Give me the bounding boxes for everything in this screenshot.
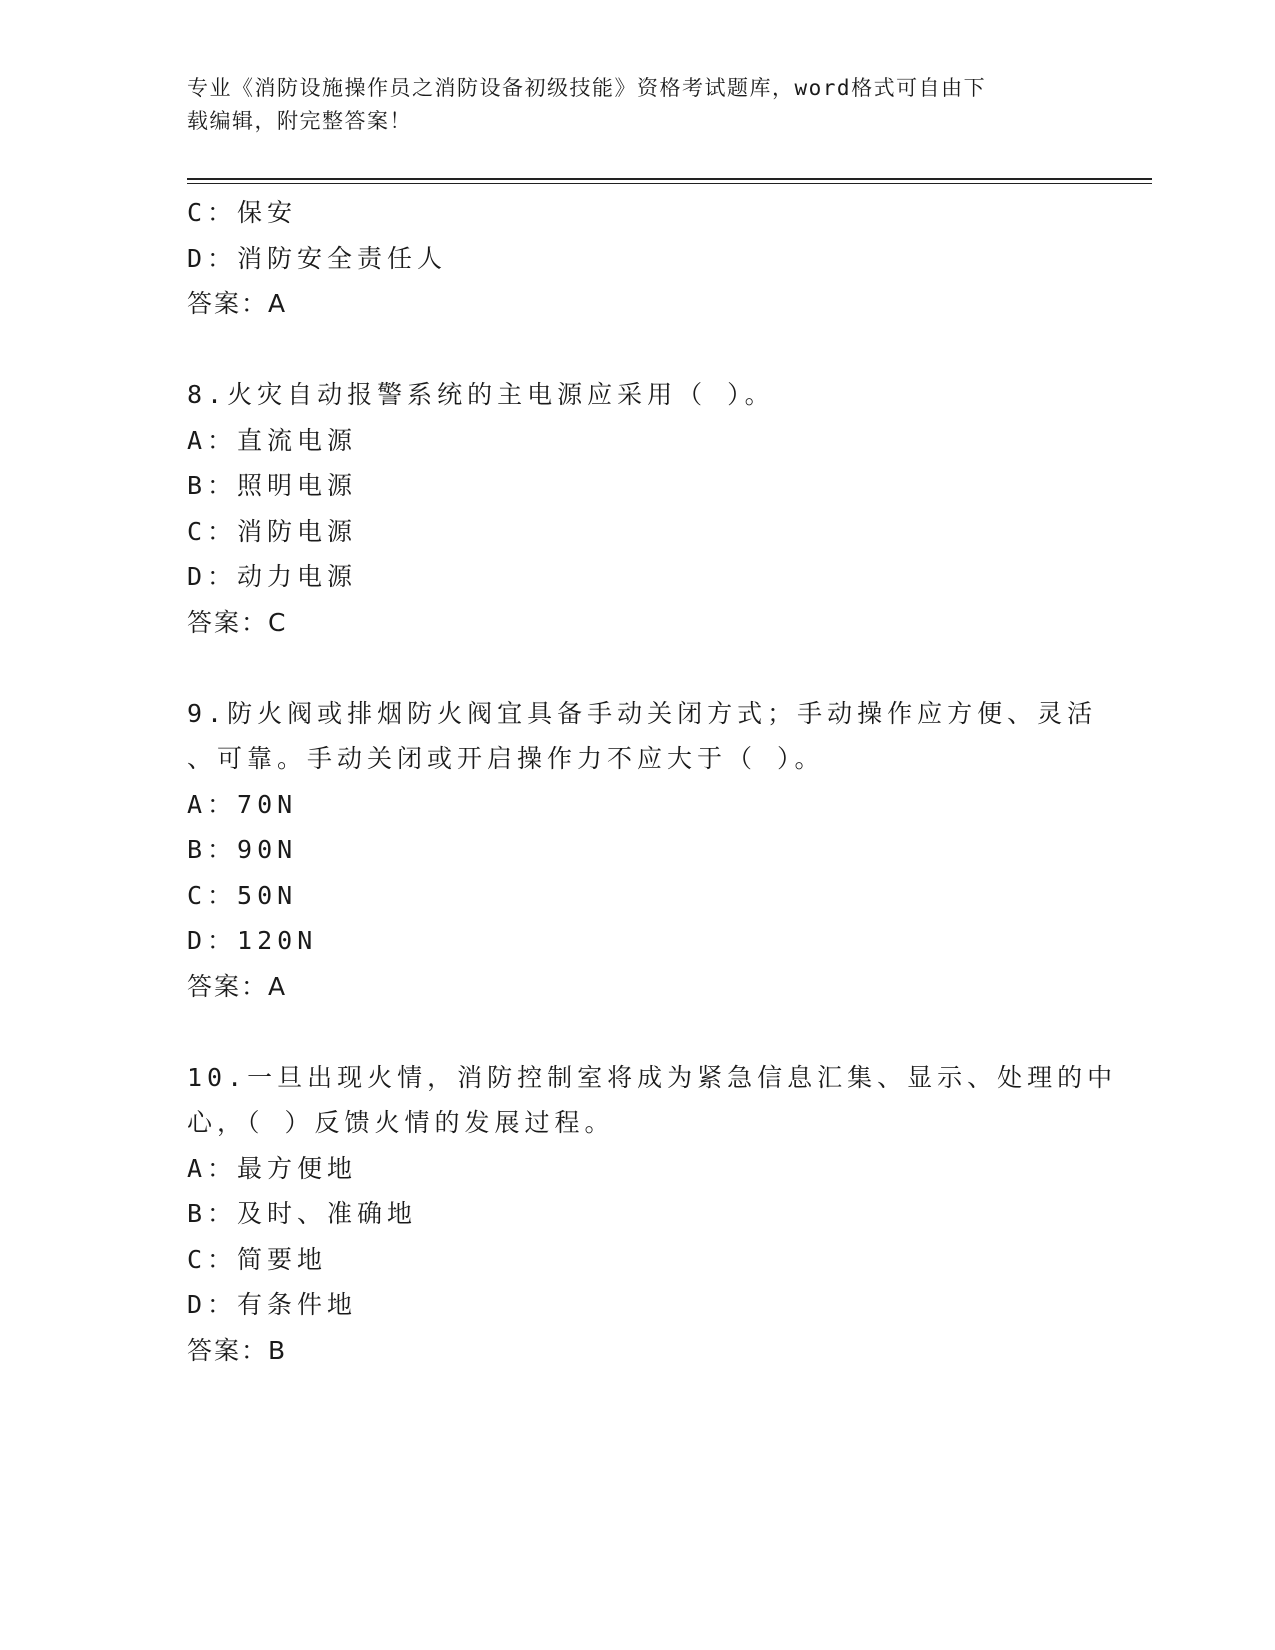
answer-line: 答案：A [187, 289, 288, 318]
question-stem: 8.火灾自动报警系统的主电源应采用（ ）。 [187, 380, 775, 409]
header-divider [187, 178, 1152, 180]
question-stem: 10.一旦出现火情，消防控制室将成为紧急信息汇集、显示、处理的中 [187, 1062, 1118, 1092]
option-c: C：简要地 [187, 1244, 328, 1274]
option-c: C：消防电源 [187, 516, 358, 546]
option-a: A：直流电源 [187, 425, 358, 455]
option-a: A：最方便地 [187, 1153, 358, 1183]
option-c: C：50N [187, 880, 298, 910]
answer-line: 答案：C [187, 607, 288, 637]
question-stem-continued: 、可靠。手动关闭或开启操作力不应大于（ ）。 [187, 744, 825, 773]
answer-line: 答案：A [187, 971, 288, 1001]
header-divider-thin [187, 183, 1152, 184]
option-d: D：120N [187, 926, 318, 955]
question-10 [187, 1055, 1118, 1374]
previous-question-tail [187, 190, 1087, 327]
spacer [187, 645, 1087, 691]
spacer [187, 1009, 1087, 1055]
spacer [187, 327, 1087, 373]
option-d: D：动力电源 [187, 562, 358, 591]
document-header [187, 72, 1067, 138]
option-a: A：70N [187, 789, 298, 819]
question-stem-continued: 心，（ ）反馈火情的发展过程。 [187, 1108, 615, 1137]
header-line-1: 专业《消防设施操作员之消防设备初级技能》资格考试题库，word格式可自由下 [187, 76, 987, 100]
question-9 [187, 691, 1098, 1010]
option-d: D：消防安全责任人 [187, 243, 448, 273]
option-b: B：90N [187, 835, 298, 864]
question-content [187, 190, 1118, 1373]
option-d: D：有条件地 [187, 1290, 358, 1319]
option-c: C：保安 [187, 198, 298, 227]
question-8 [187, 372, 1087, 645]
answer-line: 答案：B [187, 1335, 288, 1365]
question-stem: 9.防火阀或排烟防火阀宜具备手动关闭方式；手动操作应方便、灵活 [187, 698, 1098, 728]
option-b: B：照明电源 [187, 471, 358, 500]
header-line-2: 载编辑，附完整答案！ [187, 109, 412, 133]
option-b: B：及时、准确地 [187, 1199, 418, 1228]
